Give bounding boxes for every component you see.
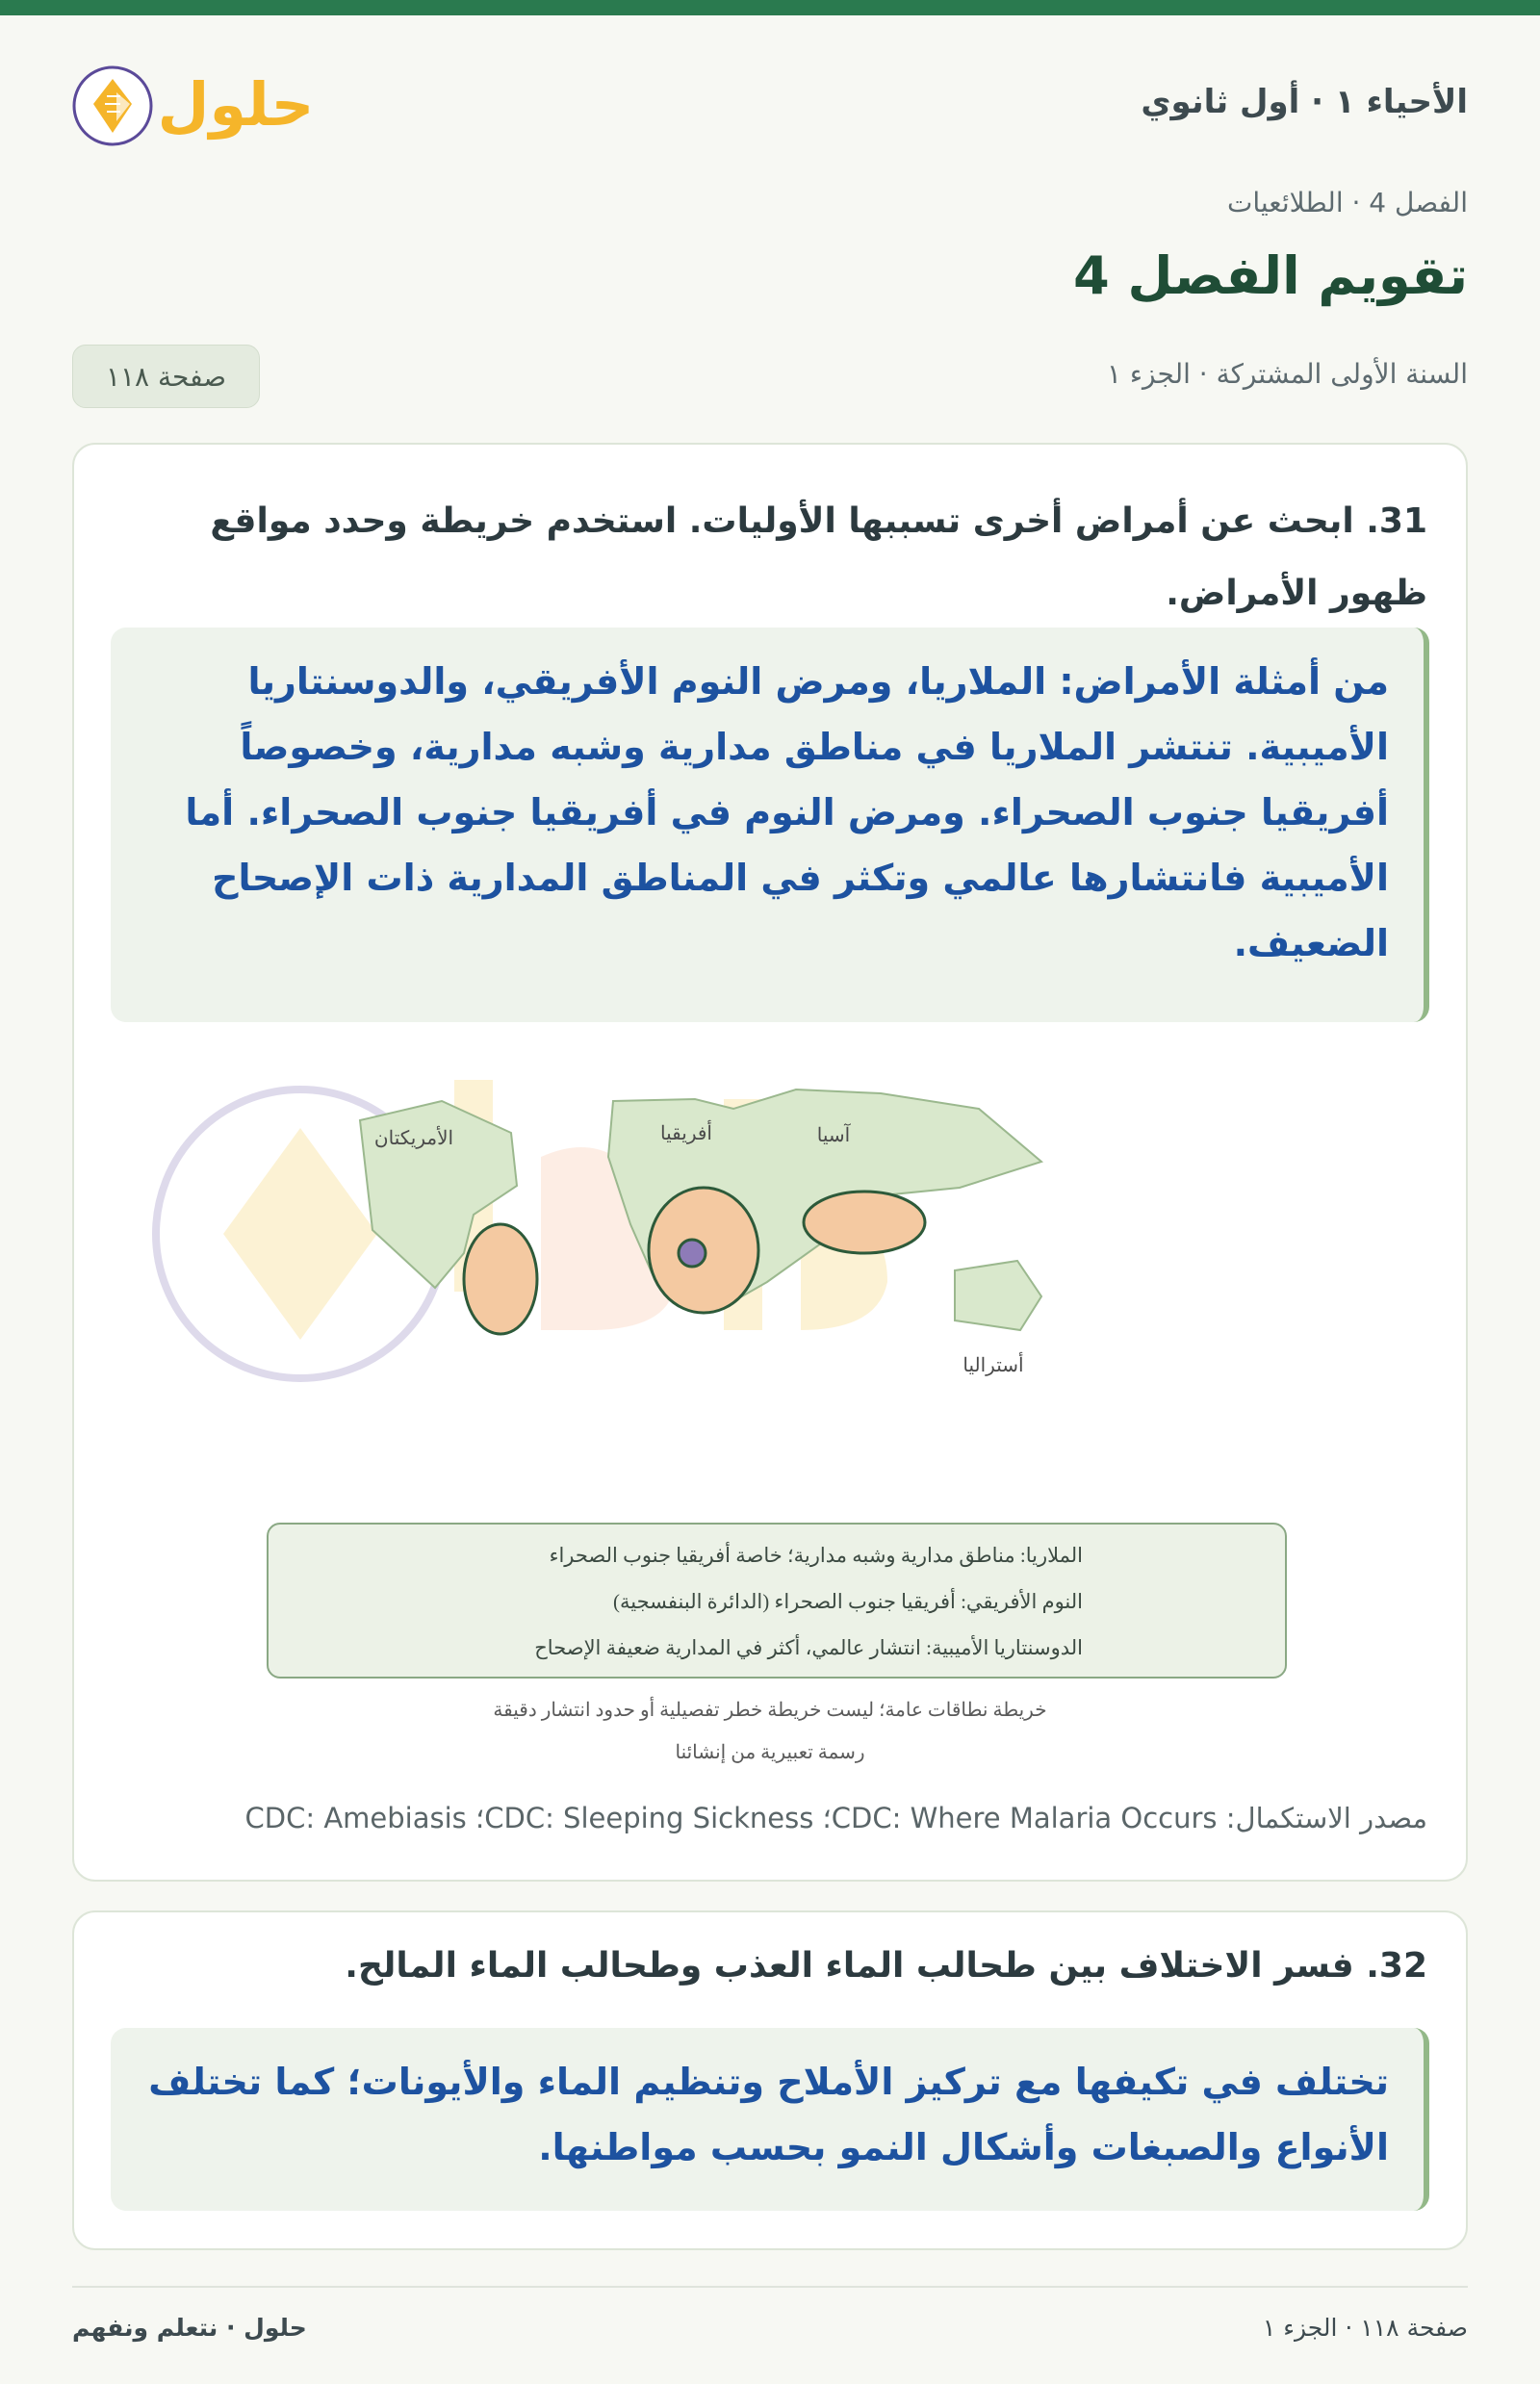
legend-malaria: الملاريا: مناطق مدارية وشبه مدارية؛ خاصة أفريقيا جنوب الصحراء — [549, 1544, 1083, 1567]
source-reference: مصدر الاستكمال: CDC: Where Malaria Occurs؛ CDC: Sleeping Sickness؛ CDC: Amebiasis — [244, 1802, 1427, 1834]
answer-text: من أمثلة الأمراض: الملاريا، ومرض النوم الأفريقي، والدوسنتاريا الأميبية. تنتشر الملاريا في مناطق مدارية وشبه مدارية، وخصوصاً أفريقيا جنوب الصحراء. ومرض النوم في أفريقيا جنوب الصحراء. أما الأميبية فانتشارها عالمي وتكثر في المناطق المدارية ذات الإصحاح الضعيف. — [185, 660, 1389, 964]
label-asia: آسيا — [816, 1125, 851, 1146]
logo-icon — [72, 58, 322, 154]
page-subtitle: السنة الأولى المشتركة · الجزء ١ — [1106, 358, 1468, 390]
page-title: تقويم الفصل 4 — [1073, 245, 1468, 306]
subject-title: الأحياء ١ · أول ثانوي — [1141, 83, 1468, 121]
legend-amebiasis: الدوسنتاريا الأميبية: انتشار عالمي، أكثر في المدارية ضعيفة الإصحاح — [534, 1636, 1083, 1659]
map-legend — [267, 1523, 1287, 1679]
footer-divider — [72, 2286, 1468, 2288]
page-header — [72, 58, 1468, 154]
answer-box — [111, 628, 1429, 1022]
footer-brand: حلول · نتعلم ونفهم — [72, 2314, 307, 2342]
question-text: 32. فسر الاختلاف بين طحالب الماء العذب وطحالب الماء المالح. — [345, 1946, 1427, 1986]
answer-box — [111, 2028, 1429, 2211]
disease-world-map — [170, 1061, 1364, 1426]
sleeping-sickness-zone — [679, 1240, 706, 1267]
legend-sleeping-sickness: النوم الأفريقي: أفريقيا جنوب الصحراء (الدائرة البنفسجية) — [613, 1590, 1083, 1613]
americas-malaria-zone — [464, 1224, 537, 1334]
svg-text:حلول: حلول — [157, 69, 315, 140]
asia-malaria-zone — [804, 1192, 925, 1253]
page-number-badge: صفحة ١١٨ — [72, 345, 260, 408]
breadcrumb[interactable]: الفصل 4 · الطلائعيات — [1226, 187, 1468, 218]
map-credit: رسمة تعبيرية من إنشائنا — [675, 1742, 865, 1763]
answer-text: تختلف في تكيفها مع تركيز الأملاح وتنظيم الماء والأيونات؛ كما تختلف الأنواع والصبغات وأشكال النمو بحسب مواطنها. — [148, 2061, 1389, 2168]
top-accent-bar — [0, 0, 1540, 15]
question-card-31 — [72, 443, 1468, 1882]
map-caption: خريطة نطاقات عامة؛ ليست خريطة خطر تفصيلية أو حدود انتشار دقيقة — [493, 1700, 1047, 1721]
question-text: 31. ابحث عن أمراض أخرى تسببها الأوليات. استخدم خريطة وحدد مواقع ظهور الأمراض. — [210, 501, 1427, 613]
hulul-logo[interactable] — [72, 58, 322, 154]
label-australia: أستراليا — [962, 1355, 1024, 1376]
label-americas: الأمريكتان — [373, 1128, 454, 1149]
label-africa: أفريقيا — [660, 1123, 712, 1144]
footer-page-info: صفحة ١١٨ · الجزء ١ — [1262, 2314, 1468, 2342]
australia-landmass — [955, 1261, 1041, 1330]
question-card-32 — [72, 1910, 1468, 2250]
